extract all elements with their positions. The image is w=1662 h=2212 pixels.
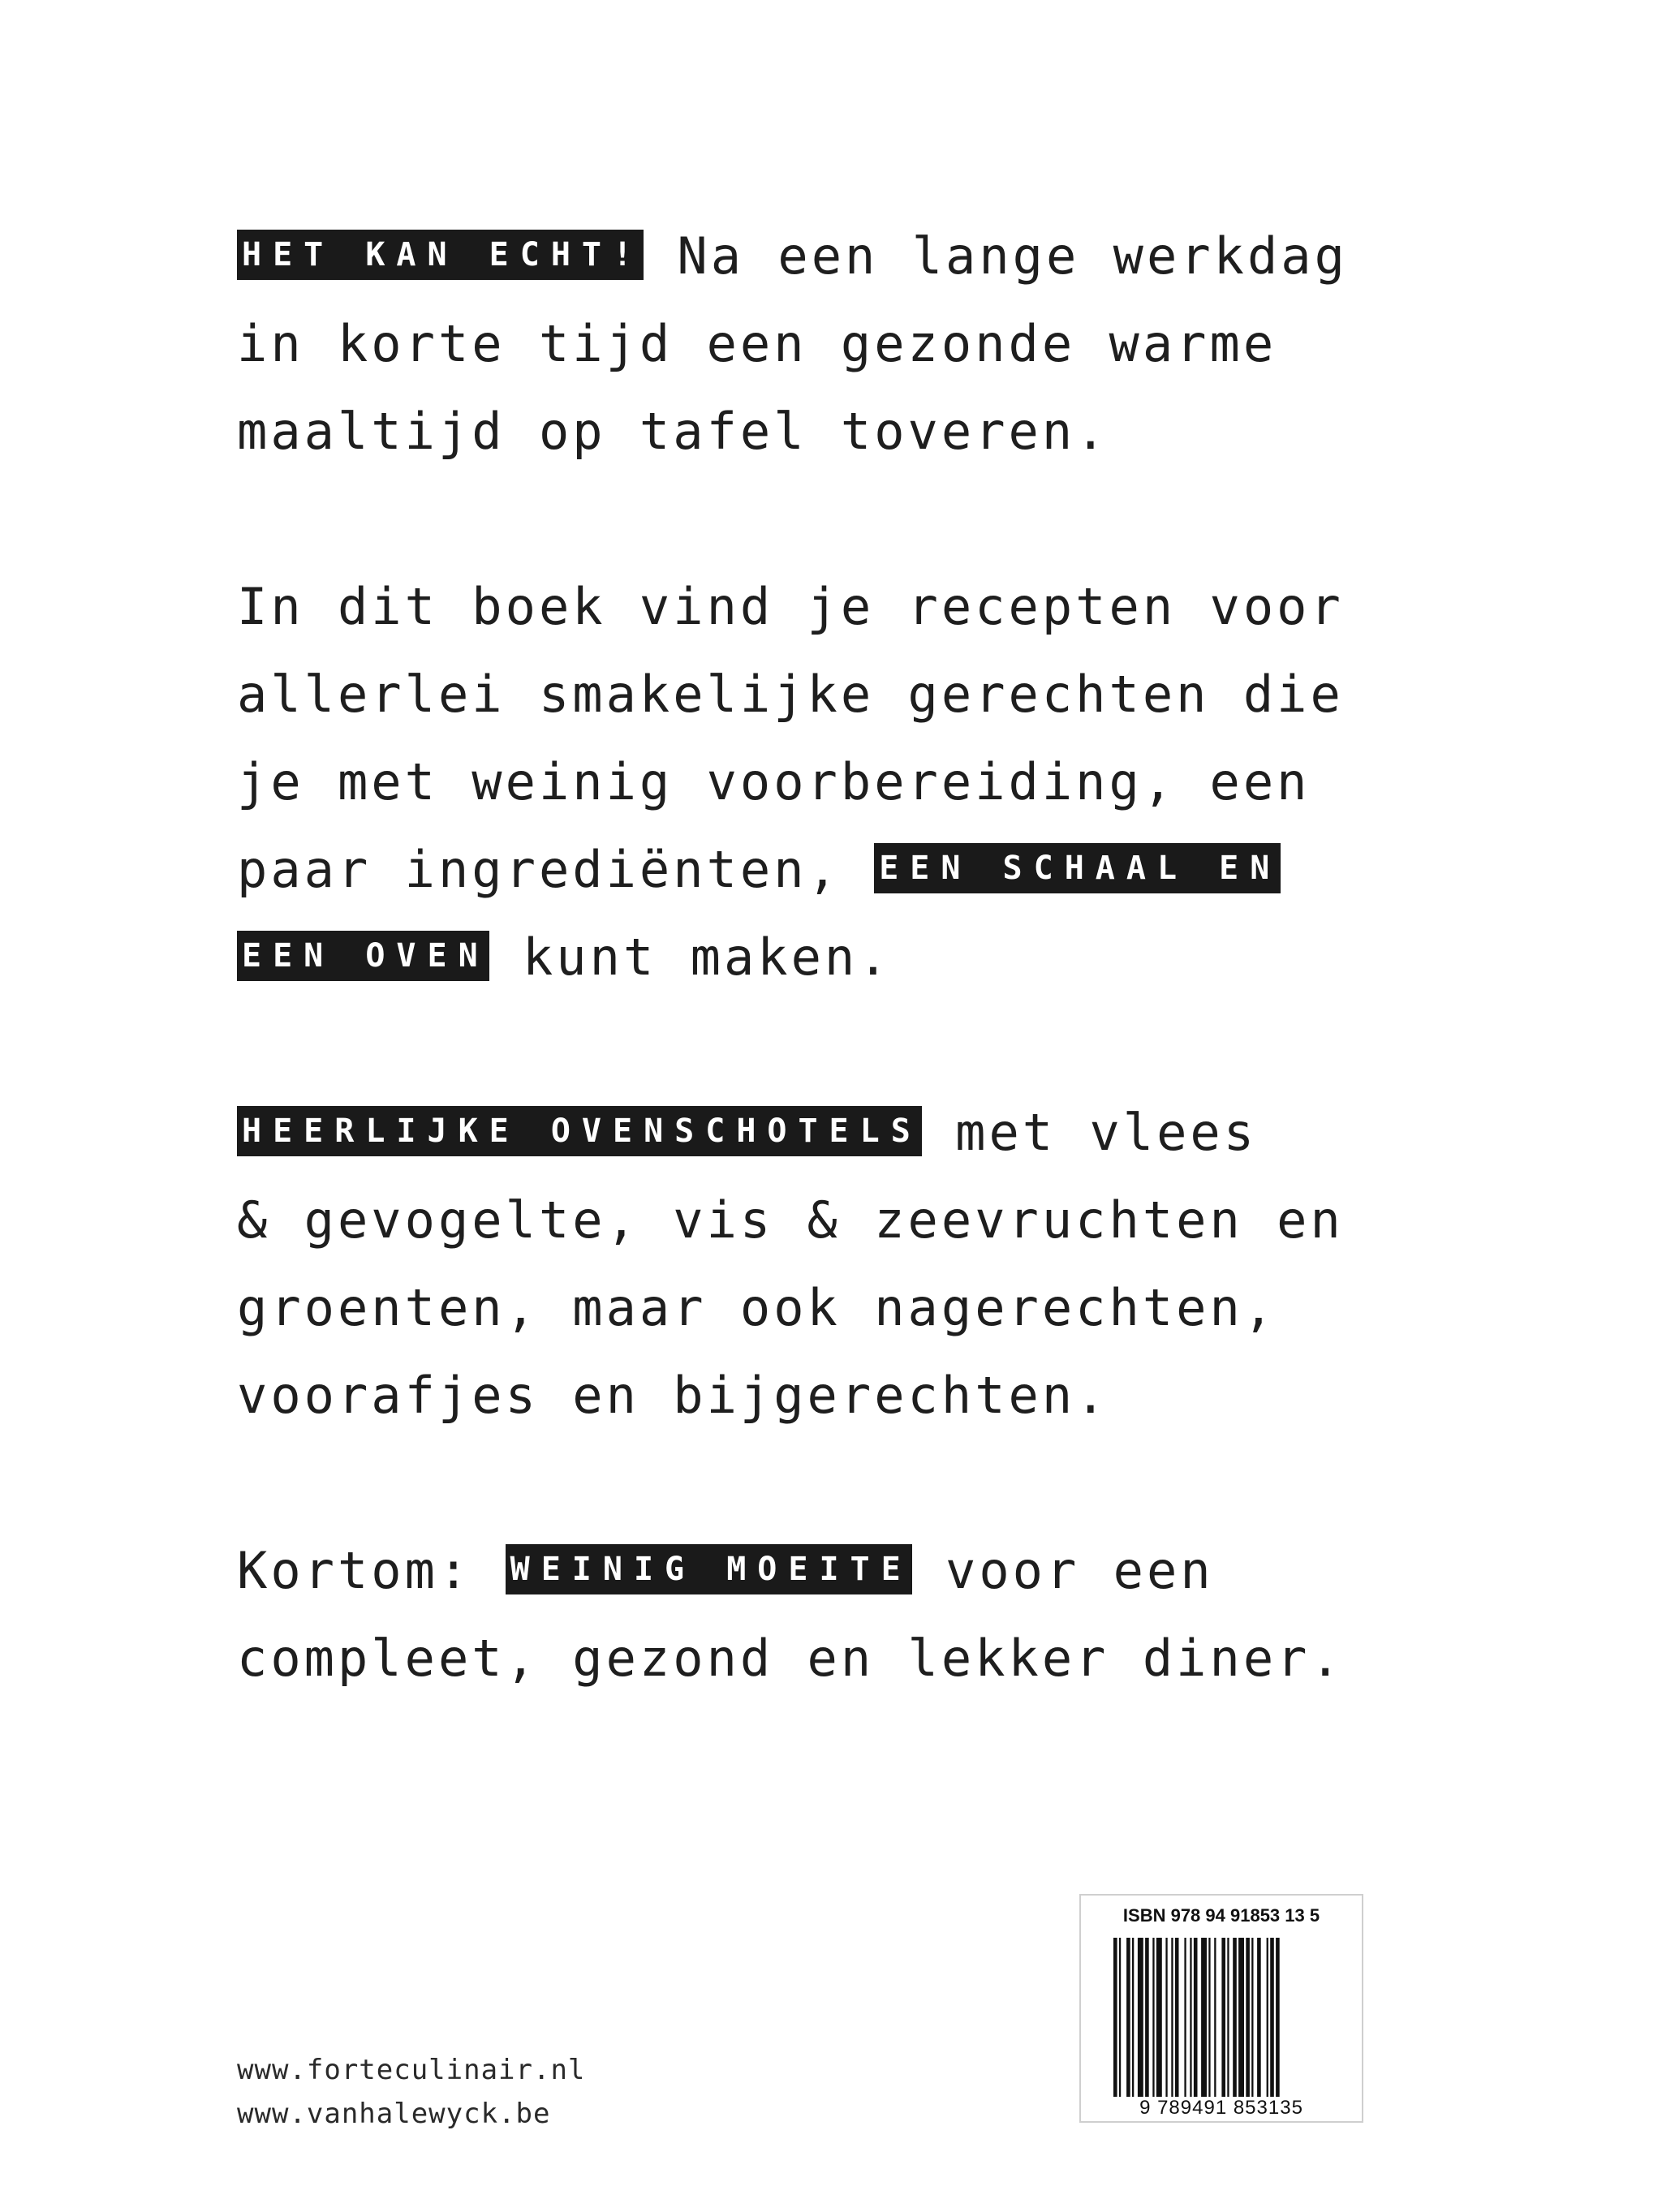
paragraph-3-text: met vlees — [921, 1103, 1258, 1162]
website-forteculinair[interactable]: www.forteculinair.nl — [237, 2054, 586, 2086]
paragraph-2-line-2: allerlei smakelijke gerechten die — [237, 665, 1344, 724]
highlight-label-het-kan-echt: HET KAN ECHT! — [237, 230, 644, 280]
barcode-bar — [1190, 1938, 1191, 2097]
paragraph-4 — [237, 1527, 1414, 1702]
paragraph-2 — [237, 563, 1414, 1001]
barcode-bar — [1138, 1938, 1143, 2097]
barcode-bar — [1119, 1938, 1121, 2097]
highlight-label-heerlijke-ovenschotels: HEERLIJKE OVENSCHOTELS — [237, 1106, 922, 1156]
paragraph-3-line-3: groenten, maar ook nagerechten, — [237, 1278, 1277, 1337]
paragraph-1-line-2: in korte tijd een gezonde warme — [237, 314, 1277, 373]
paragraph-4-line-1 — [237, 1527, 1414, 1615]
paragraph-1-line-3: maaltijd op tafel toveren. — [237, 402, 1109, 461]
barcode-bar — [1145, 1938, 1149, 2097]
paragraph-2-line-3: je met weinig voorbereiding, een — [237, 752, 1311, 811]
barcode-bar — [1194, 1938, 1198, 2097]
barcode-bar — [1238, 1938, 1244, 2097]
barcode-bar — [1208, 1938, 1210, 2097]
paragraph-2-tail: kunt maken. — [489, 927, 892, 987]
highlight-label-een-schaal-en: EEN SCHAAL EN — [874, 843, 1281, 893]
barcode-digits: 9 789491 853135 — [1139, 2097, 1303, 2119]
highlight-label-weinig-moeite: WEINIG MOEITE — [506, 1544, 912, 1594]
barcode-bar — [1201, 1938, 1207, 2097]
paragraph-3-line-2: & gevogelte, vis & zeevruchten en — [237, 1190, 1344, 1250]
paragraph-2-line-4 — [237, 826, 1414, 914]
barcode-bar — [1214, 1938, 1216, 2097]
paragraph-1-text: Na een lange werkdag — [644, 226, 1348, 286]
website-vanhalewyck[interactable]: www.vanhalewyck.be — [237, 2098, 551, 2130]
barcode-bar — [1152, 1938, 1154, 2097]
paragraph-4-text: voor een — [911, 1541, 1214, 1600]
barcode-bar — [1270, 1938, 1274, 2097]
barcode-bar — [1184, 1938, 1186, 2097]
paragraph-3 — [237, 1089, 1414, 1440]
barcode-bar — [1132, 1938, 1134, 2097]
barcode-bar — [1156, 1938, 1162, 2097]
isbn-barcode — [1079, 1894, 1363, 2123]
paragraph-4-line-2: compleet, gezond en lekker diner. — [237, 1629, 1344, 1688]
publisher-websites — [237, 2048, 585, 2136]
paragraph-2-text: paar ingrediënten, — [237, 840, 875, 899]
isbn-number: ISBN 978 94 91853 13 5 — [1122, 1905, 1320, 1926]
barcode-bar — [1221, 1938, 1225, 2097]
paragraph-3-line-4: voorafjes en bijgerechten. — [237, 1366, 1109, 1425]
barcode-bar — [1113, 1938, 1117, 2097]
barcode-bar — [1227, 1938, 1229, 2097]
barcode-bar — [1246, 1938, 1250, 2097]
blurb-text — [237, 213, 1414, 1790]
barcode-bars — [1113, 1938, 1331, 2097]
paragraph-4-lead: Kortom: — [237, 1541, 506, 1600]
paragraph-1 — [237, 213, 1414, 476]
barcode-bar — [1233, 1938, 1237, 2097]
paragraph-2-line-5 — [237, 914, 1414, 1001]
barcode-bar — [1175, 1938, 1179, 2097]
barcode-bar — [1165, 1938, 1167, 2097]
barcode-bar — [1267, 1938, 1268, 2097]
barcode-bar — [1251, 1938, 1253, 2097]
paragraph-3-line-1 — [237, 1089, 1414, 1177]
paragraph-2-line-1: In dit boek vind je recepten voor — [237, 577, 1344, 636]
barcode-bar — [1257, 1938, 1261, 2097]
highlight-label-een-oven: EEN OVEN — [237, 931, 489, 981]
barcode-bar — [1276, 1938, 1280, 2097]
barcode-bar — [1171, 1938, 1173, 2097]
barcode-bar — [1126, 1938, 1130, 2097]
paragraph-1-line-1 — [237, 213, 1414, 300]
